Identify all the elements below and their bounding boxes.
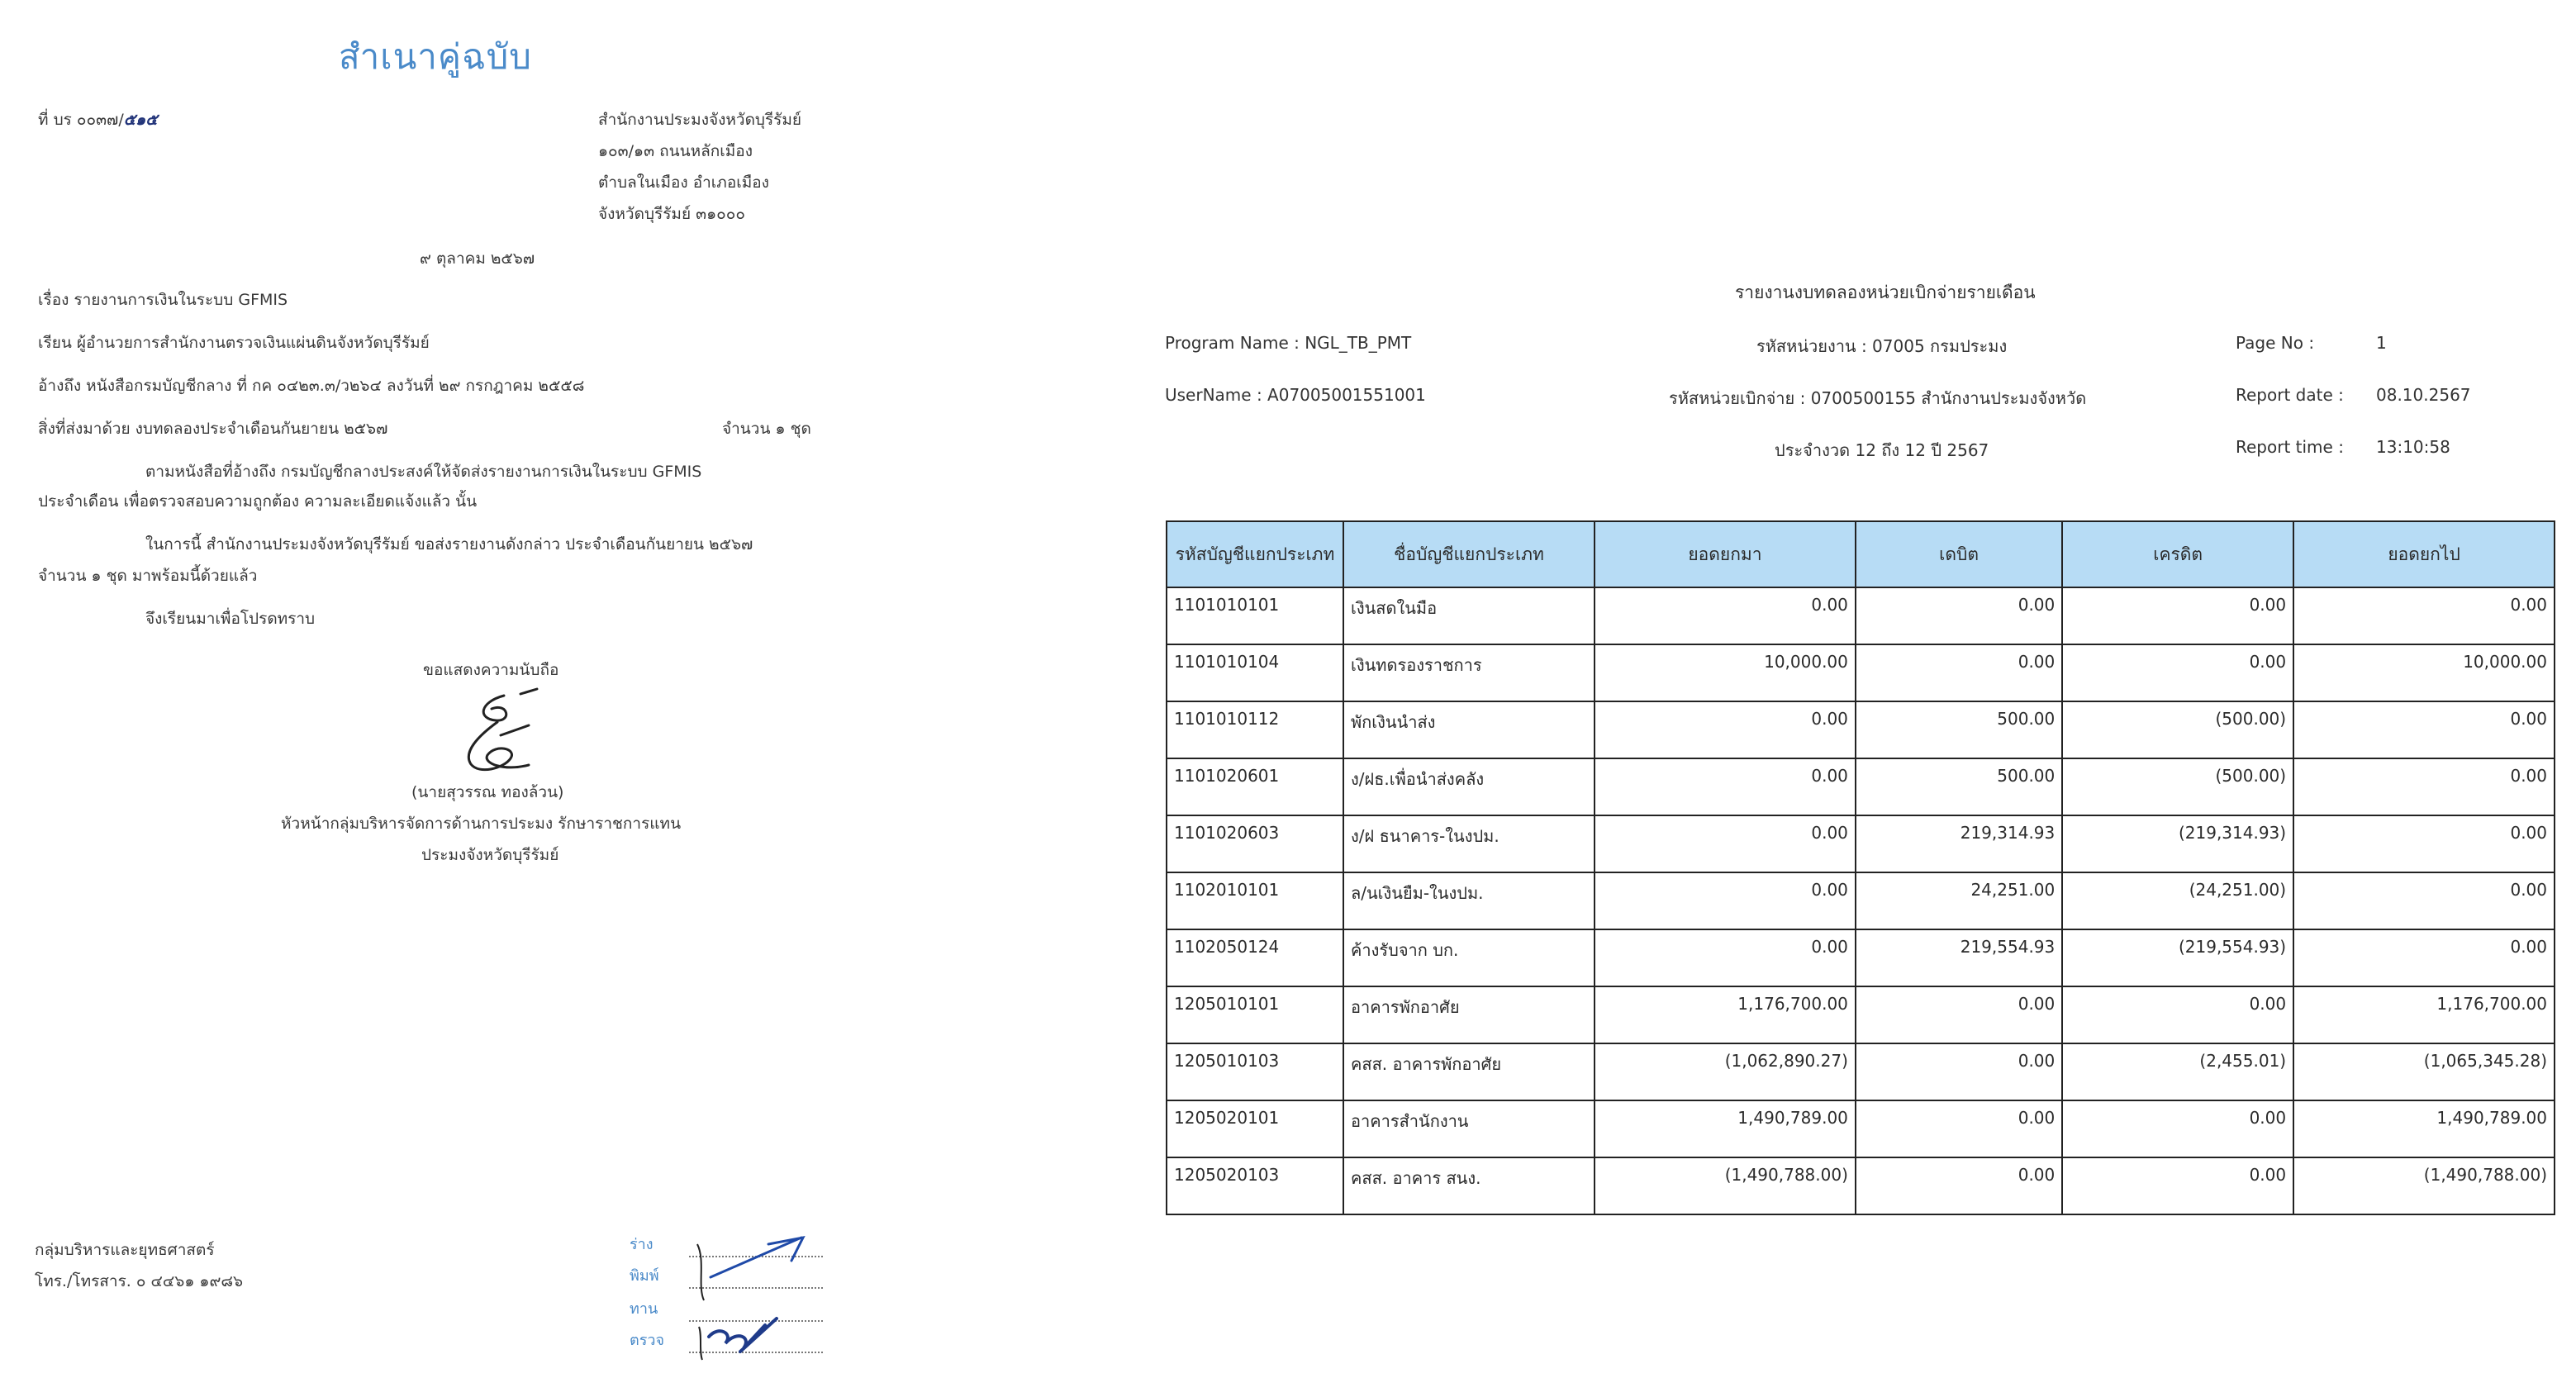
table-row bbox=[1167, 872, 2555, 929]
footer-department: กลุ่มบริหารและยุทธศาสตร์ bbox=[35, 1241, 215, 1259]
account-code: 1101020601 bbox=[1167, 758, 1343, 815]
header-account-name: ชื่อบัญชีแยกประเภท bbox=[1343, 521, 1595, 587]
address-line-3: ตำบลในเมือง อำเภอเมือง bbox=[598, 173, 769, 192]
debit: 500.00 bbox=[1856, 701, 2062, 758]
letter-recipient: เรียน ผู้อำนวยการสำนักงานตรวจเงินแผ่นดินจังหวัดบุรีรัมย์ bbox=[38, 334, 430, 352]
opening-balance: (1,062,890.27) bbox=[1595, 1043, 1856, 1100]
header-opening-balance: ยอดยกมา bbox=[1595, 521, 1856, 587]
closing-balance: 10,000.00 bbox=[2293, 644, 2555, 701]
debit: 500.00 bbox=[1856, 758, 2062, 815]
opening-balance: 0.00 bbox=[1595, 872, 1856, 929]
program-name: Program Name : NGL_TB_PMT bbox=[1165, 333, 1412, 353]
table-row bbox=[1167, 758, 2555, 815]
closing-balance: (1,490,788.00) bbox=[2293, 1157, 2555, 1214]
credit: (500.00) bbox=[2062, 758, 2293, 815]
report-date-value: 08.10.2567 bbox=[2376, 385, 2471, 405]
routing-check: ตรวจ bbox=[630, 1332, 665, 1349]
signer-title-line-2: ประมงจังหวัดบุรีรัมย์ bbox=[421, 846, 559, 864]
account-code: 1101020603 bbox=[1167, 815, 1343, 872]
closing-balance: 0.00 bbox=[2293, 587, 2555, 644]
agency-code: รหัสหน่วยงาน : 07005 กรมประมง bbox=[1756, 336, 2008, 356]
table-row bbox=[1167, 587, 2555, 644]
routing-initials-image bbox=[686, 1228, 834, 1368]
opening-balance: 1,176,700.00 bbox=[1595, 986, 1856, 1043]
account-name: พักเงินนำส่ง bbox=[1343, 701, 1595, 758]
closing-balance: 1,176,700.00 bbox=[2293, 986, 2555, 1043]
table-row bbox=[1167, 1157, 2555, 1214]
credit: 0.00 bbox=[2062, 986, 2293, 1043]
credit: 0.00 bbox=[2062, 644, 2293, 701]
credit: (219,314.93) bbox=[2062, 815, 2293, 872]
credit: (24,251.00) bbox=[2062, 872, 2293, 929]
header-account-code: รหัสบัญชีแยกประเภท bbox=[1167, 521, 1343, 587]
username: UserName : A07005001551001 bbox=[1165, 385, 1426, 405]
account-code: 1101010112 bbox=[1167, 701, 1343, 758]
debit: 0.00 bbox=[1856, 1100, 2062, 1157]
paragraph-2-line-2: จำนวน ๑ ชุด มาพร้อมนี้ด้วยแล้ว bbox=[38, 567, 258, 585]
account-code: 1102050124 bbox=[1167, 929, 1343, 986]
account-code: 1101010101 bbox=[1167, 587, 1343, 644]
account-code: 1205020103 bbox=[1167, 1157, 1343, 1214]
opening-balance: 1,490,789.00 bbox=[1595, 1100, 1856, 1157]
table-row bbox=[1167, 1100, 2555, 1157]
table-row bbox=[1167, 701, 2555, 758]
credit: 0.00 bbox=[2062, 587, 2293, 644]
page-number-value: 1 bbox=[2376, 333, 2387, 353]
debit: 0.00 bbox=[1856, 986, 2062, 1043]
closing-salutation: ขอแสดงความนับถือ bbox=[423, 661, 559, 679]
footer-phone: โทร./โทรสาร. ๐ ๔๔๖๑ ๑๙๘๖ bbox=[35, 1272, 244, 1290]
credit: 0.00 bbox=[2062, 1157, 2293, 1214]
account-name: ค้างรับจาก บก. bbox=[1343, 929, 1595, 986]
closing-balance: 0.00 bbox=[2293, 701, 2555, 758]
table-row bbox=[1167, 1043, 2555, 1100]
address-line-4: จังหวัดบุรีรัมย์ ๓๑๐๐๐ bbox=[598, 205, 745, 223]
trial-balance-table bbox=[1166, 520, 2555, 1215]
signer-name: (นายสุวรรณ ทองล้วน) bbox=[411, 783, 564, 801]
debit: 24,251.00 bbox=[1856, 872, 2062, 929]
address-line-2: ๑๐๓/๑๓ ถนนหลักเมือง bbox=[598, 142, 753, 160]
disbursing-unit: รหัสหน่วยเบิกจ่าย : 0700500155 สำนักงานประมงจังหวัด bbox=[1669, 388, 2087, 408]
reference-number bbox=[38, 109, 158, 131]
letter-reference: อ้างถึง หนังสือกรมบัญชีกลาง ที่ กค ๐๔๒๓.๓/ว๒๖๔ ลงวันที่ ๒๙ กรกฎาคม ๒๕๕๘ bbox=[38, 377, 585, 395]
header-credit: เครดิต bbox=[2062, 521, 2293, 587]
letter-enclosure: สิ่งที่ส่งมาด้วย งบทดลองประจำเดือนกันยายน ๒๕๖๗ bbox=[38, 420, 388, 438]
account-name: คสส. อาคาร สนง. bbox=[1343, 1157, 1595, 1214]
table-row bbox=[1167, 986, 2555, 1043]
account-code: 1205010101 bbox=[1167, 986, 1343, 1043]
credit: (219,554.93) bbox=[2062, 929, 2293, 986]
closing-balance: (1,065,345.28) bbox=[2293, 1043, 2555, 1100]
opening-balance: 0.00 bbox=[1595, 758, 1856, 815]
account-code: 1101010104 bbox=[1167, 644, 1343, 701]
account-name: ง/ฝธ.เพื่อนำส่งคลัง bbox=[1343, 758, 1595, 815]
page-number-label: Page No : bbox=[2236, 333, 2315, 353]
credit: 0.00 bbox=[2062, 1100, 2293, 1157]
reference-handwritten-number: ๕๑๕ bbox=[123, 111, 158, 129]
debit: 0.00 bbox=[1856, 1157, 2062, 1214]
paragraph-1-line-2: ประจำเดือน เพื่อตรวจสอบความถูกต้อง ความละเอียดแจ้งแล้ว นั้น bbox=[38, 492, 478, 511]
debit: 0.00 bbox=[1856, 644, 2062, 701]
closing-balance: 1,490,789.00 bbox=[2293, 1100, 2555, 1157]
report-time-value: 13:10:58 bbox=[2376, 437, 2450, 457]
table-header-row bbox=[1167, 521, 2555, 587]
header-closing-balance: ยอดยกไป bbox=[2293, 521, 2555, 587]
closing-balance: 0.00 bbox=[2293, 758, 2555, 815]
debit: 219,554.93 bbox=[1856, 929, 2062, 986]
table-row bbox=[1167, 644, 2555, 701]
paragraph-2-line-1: ในการนี้ สำนักงานประมงจังหวัดบุรีรัมย์ ขอส่งรายงานดังกล่าว ประจำเดือนกันยายน ๒๕๖๗ bbox=[145, 535, 753, 554]
closing-balance: 0.00 bbox=[2293, 815, 2555, 872]
report-date-label: Report date : bbox=[2236, 385, 2344, 405]
signer-title-line-1: หัวหน้ากลุ่มบริหารจัดการด้านการประมง รักษาราชการแทน bbox=[281, 815, 682, 833]
credit: (500.00) bbox=[2062, 701, 2293, 758]
account-code: 1205010103 bbox=[1167, 1043, 1343, 1100]
debit: 0.00 bbox=[1856, 1043, 2062, 1100]
account-name: เงินสดในมือ bbox=[1343, 587, 1595, 644]
opening-balance: 0.00 bbox=[1595, 587, 1856, 644]
header-debit: เดบิต bbox=[1856, 521, 2062, 587]
routing-proofread: ทาน bbox=[630, 1300, 658, 1318]
report-period: ประจำงวด 12 ถึง 12 ปี 2567 bbox=[1775, 440, 1989, 460]
report-time-label: Report time : bbox=[2236, 437, 2344, 457]
account-name: ง/ฝ ธนาคาร-ในงปม. bbox=[1343, 815, 1595, 872]
opening-balance: 0.00 bbox=[1595, 701, 1856, 758]
address-line-1: สำนักงานประมงจังหวัดบุรีรัมย์ bbox=[598, 111, 802, 129]
copy-stamp-title: สำเนาคู่ฉบับ bbox=[339, 36, 532, 77]
cover-letter bbox=[0, 0, 901, 1378]
account-name: คสส. อาคารพักอาศัย bbox=[1343, 1043, 1595, 1100]
opening-balance: 0.00 bbox=[1595, 929, 1856, 986]
account-name: ล/นเงินยืม-ในงปม. bbox=[1343, 872, 1595, 929]
routing-draft: ร่าง bbox=[630, 1236, 654, 1253]
table-row bbox=[1167, 815, 2555, 872]
enclosure-count: จำนวน ๑ ชุด bbox=[722, 420, 811, 438]
opening-balance: 10,000.00 bbox=[1595, 644, 1856, 701]
credit: (2,455.01) bbox=[2062, 1043, 2293, 1100]
letter-date: ๙ ตุลาคม ๒๕๖๗ bbox=[420, 249, 535, 268]
account-name: เงินทดรองราชการ bbox=[1343, 644, 1595, 701]
signature-image bbox=[446, 686, 554, 785]
account-name: อาคารพักอาศัย bbox=[1343, 986, 1595, 1043]
closing-balance: 0.00 bbox=[2293, 872, 2555, 929]
report-title: รายงานงบทดลองหน่วยเบิกจ่ายรายเดือน bbox=[1735, 283, 2036, 302]
opening-balance: 0.00 bbox=[1595, 815, 1856, 872]
account-name: อาคารสำนักงาน bbox=[1343, 1100, 1595, 1157]
table-row bbox=[1167, 929, 2555, 986]
closing-request: จึงเรียนมาเพื่อโปรดทราบ bbox=[145, 610, 316, 628]
paragraph-1-line-1: ตามหนังสือที่อ้างถึง กรมบัญชีกลางประสงค์ให้จัดส่งรายงานการเงินในระบบ GFMIS bbox=[145, 463, 702, 481]
account-code: 1205020101 bbox=[1167, 1100, 1343, 1157]
reference-prefix: ที่ บร ๐๐๓๗/ bbox=[38, 111, 124, 129]
account-code: 1102010101 bbox=[1167, 872, 1343, 929]
debit: 219,314.93 bbox=[1856, 815, 2062, 872]
routing-type: พิมพ์ bbox=[630, 1267, 659, 1285]
closing-balance: 0.00 bbox=[2293, 929, 2555, 986]
opening-balance: (1,490,788.00) bbox=[1595, 1157, 1856, 1214]
letter-subject: เรื่อง รายงานการเงินในระบบ GFMIS bbox=[38, 291, 288, 309]
debit: 0.00 bbox=[1856, 587, 2062, 644]
